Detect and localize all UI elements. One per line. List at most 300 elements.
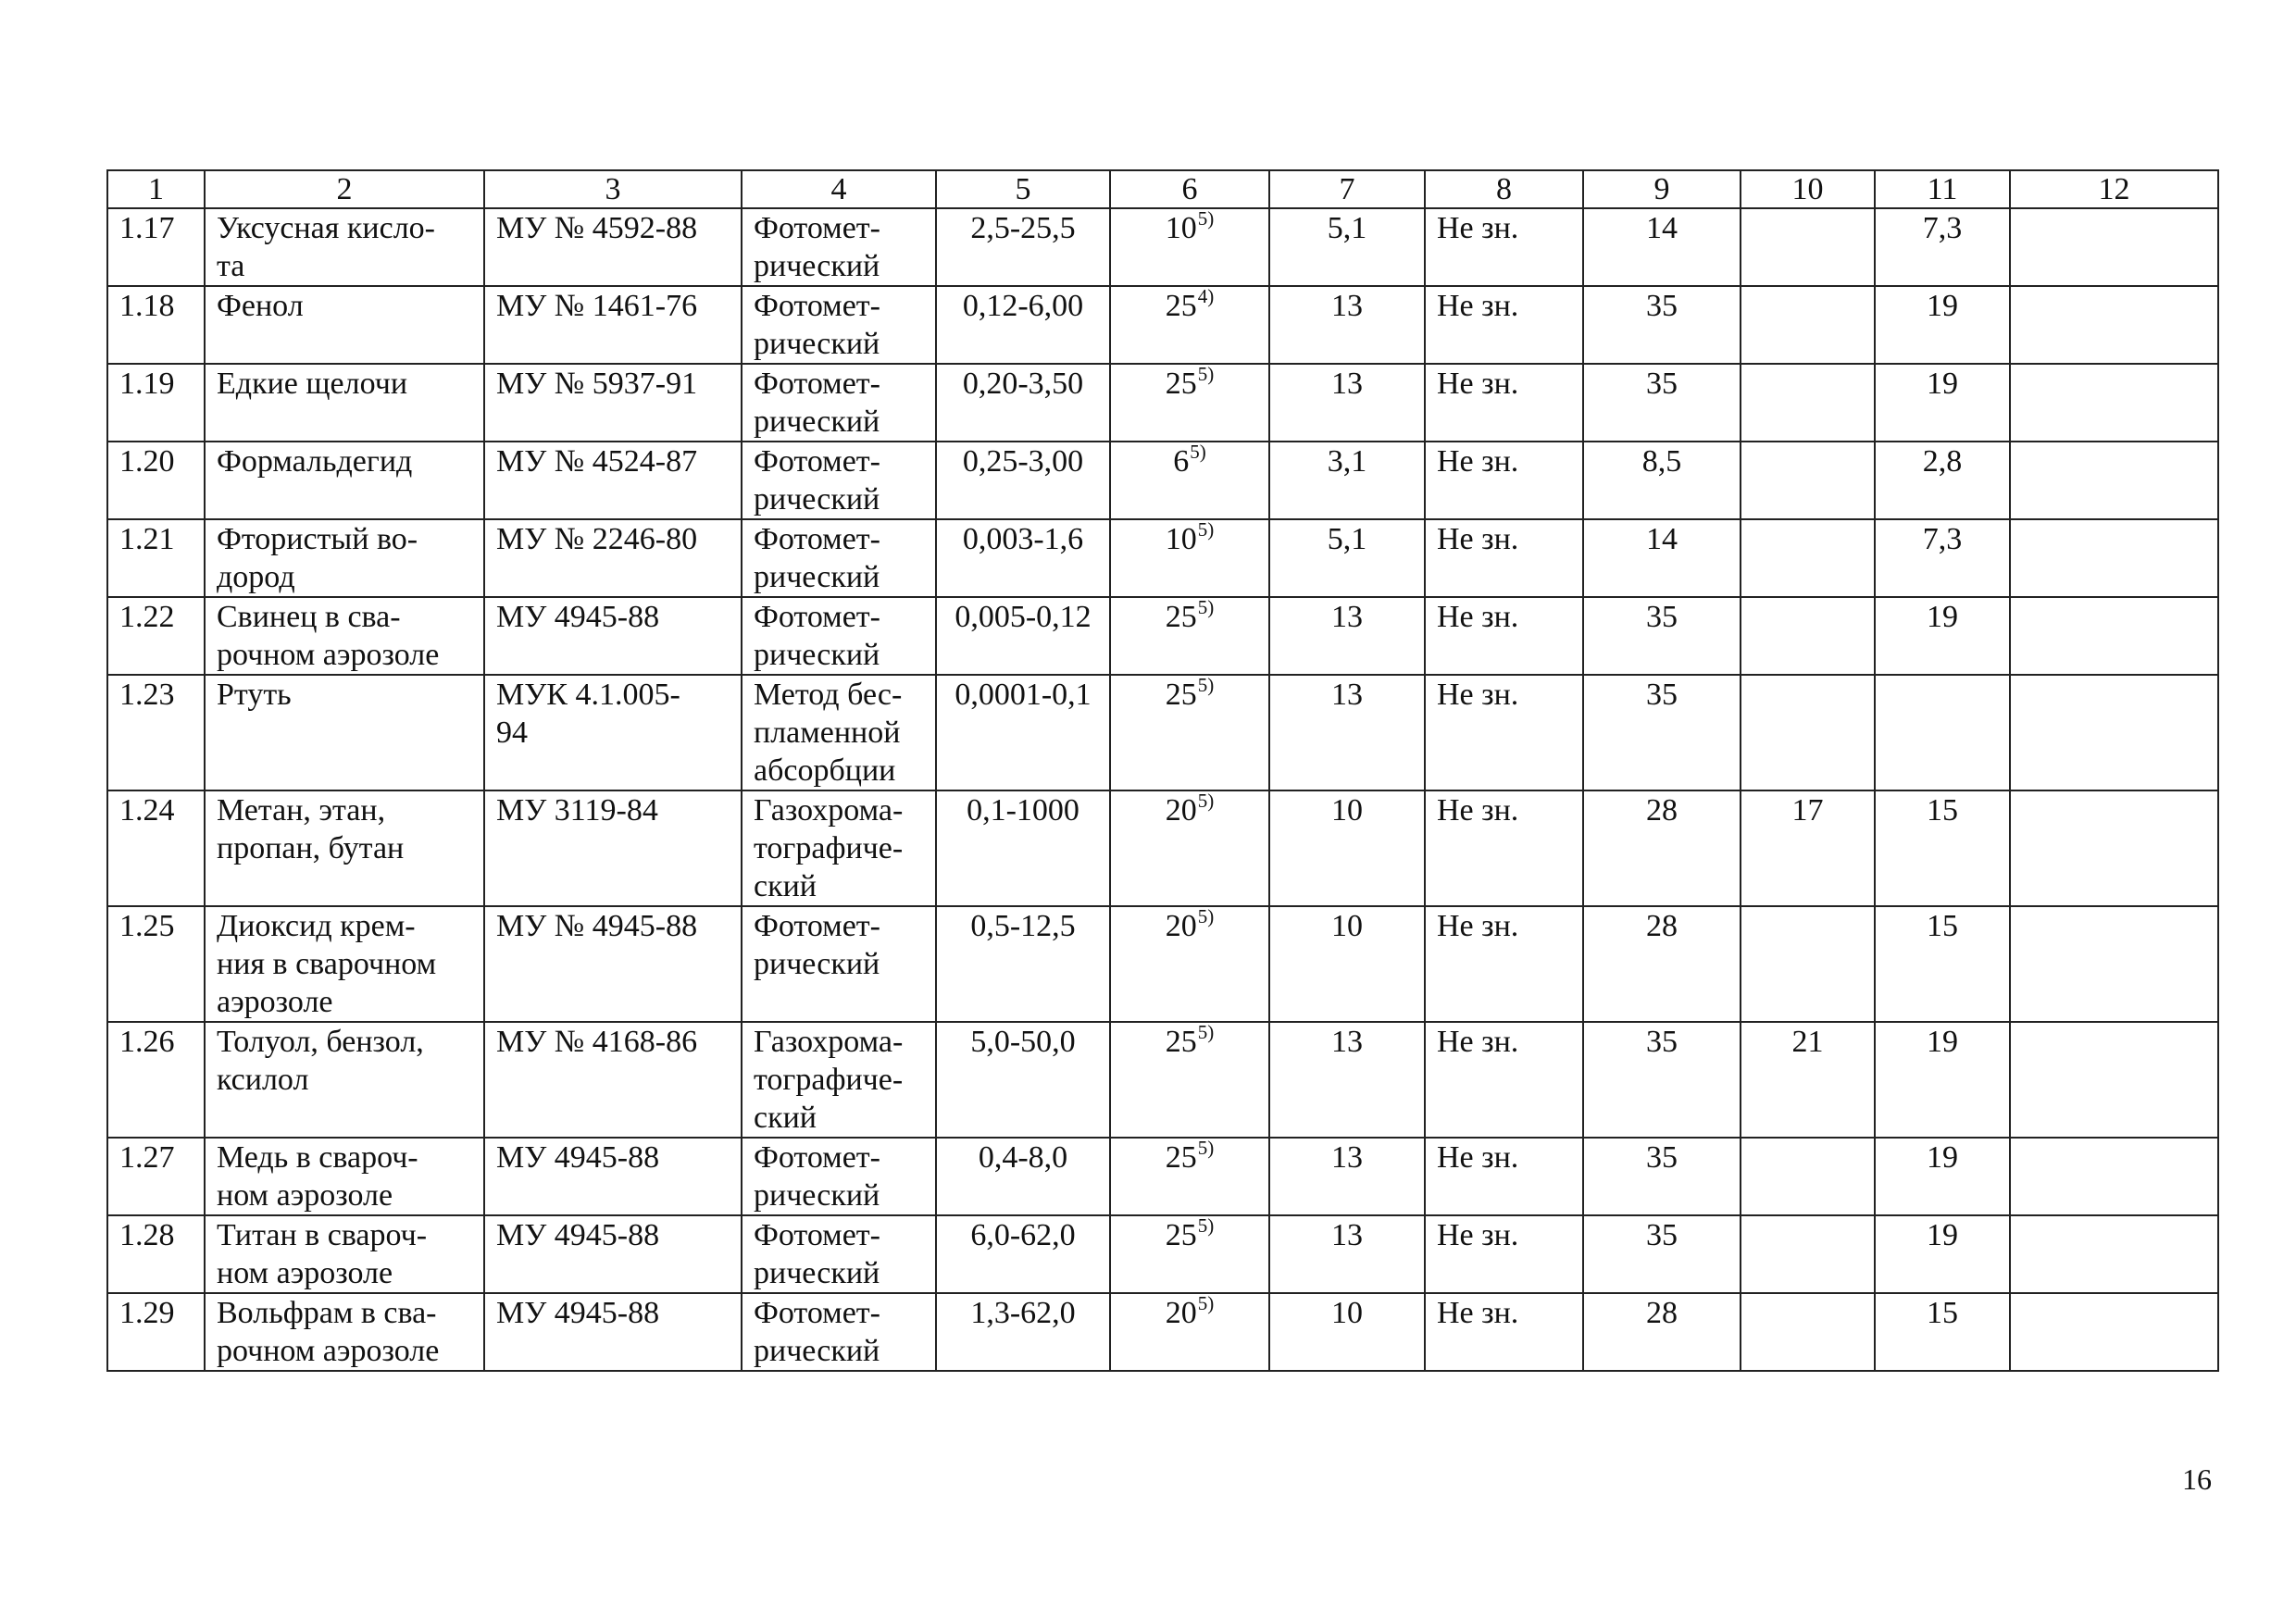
- column-8-cell: [1425, 906, 1583, 1022]
- footnote-reference: 5): [1190, 442, 1206, 463]
- row-number-cell: [107, 675, 205, 790]
- row-number-text: 1.25: [119, 909, 175, 943]
- measurement-range-text: 0,1-1000: [967, 793, 1079, 828]
- column-11-cell: [1875, 1293, 2010, 1371]
- analysis-method-cell: [742, 790, 936, 906]
- column-7-text: 10: [1331, 909, 1363, 943]
- table-row: [107, 790, 2218, 906]
- analysis-method-cell: [742, 442, 936, 519]
- column-number: 4: [742, 170, 936, 208]
- method-document-cell: [484, 286, 742, 364]
- column-6-text: 20: [1165, 909, 1197, 943]
- column-7-cell: [1269, 364, 1425, 442]
- row-number-cell: [107, 1022, 205, 1138]
- table-row: [107, 906, 2218, 1022]
- column-11-cell: [1875, 208, 2010, 286]
- column-7-cell: [1269, 597, 1425, 675]
- column-11-text: 19: [1927, 1218, 1958, 1252]
- column-9-text: 14: [1646, 522, 1678, 556]
- substance-name-text: Метан, этан, пропан, бутан: [217, 793, 405, 865]
- column-11-cell: [1875, 1138, 2010, 1215]
- column-number: 2: [205, 170, 484, 208]
- measurement-range-text: 0,20-3,50: [962, 367, 1084, 401]
- analysis-method-cell: [742, 519, 936, 597]
- column-11-cell: [1875, 1022, 2010, 1138]
- column-9-cell: [1583, 790, 1741, 906]
- column-8-cell: [1425, 790, 1583, 906]
- column-number: 12: [2010, 170, 2218, 208]
- method-document-cell: [484, 208, 742, 286]
- column-number-row: [107, 170, 2218, 208]
- column-10-cell: [1741, 675, 1875, 790]
- method-document-text: МУ № 4524-87: [496, 444, 698, 479]
- column-9-cell: [1583, 442, 1741, 519]
- column-11-cell: [1875, 519, 2010, 597]
- analysis-method-text: Фотомет- рический: [754, 1140, 880, 1213]
- column-number: 5: [936, 170, 1110, 208]
- column-8-text: Не зн.: [1437, 793, 1519, 828]
- column-10-cell: [1741, 597, 1875, 675]
- column-7-text: 10: [1331, 793, 1363, 828]
- substance-name-text: Медь в свароч- ном аэрозоле: [217, 1140, 418, 1213]
- column-number: 6: [1110, 170, 1269, 208]
- column-10-text: 21: [1791, 1025, 1824, 1059]
- column-11-text: 15: [1927, 909, 1958, 943]
- substance-name-text: Формальдегид: [217, 444, 413, 479]
- column-7-cell: [1269, 1138, 1425, 1215]
- column-6-text: 20: [1165, 1296, 1197, 1330]
- method-document-cell: [484, 790, 742, 906]
- substance-name-cell: [205, 519, 484, 597]
- row-number-text: 1.20: [119, 444, 175, 479]
- column-7-text: 13: [1331, 1218, 1363, 1252]
- footnote-reference: 5): [1197, 1022, 1215, 1043]
- row-number-cell: [107, 208, 205, 286]
- table-row: [107, 1022, 2218, 1138]
- measurement-range-text: 0,4-8,0: [978, 1140, 1068, 1175]
- column-8-cell: [1425, 364, 1583, 442]
- column-8-text: Не зн.: [1437, 444, 1519, 479]
- footnote-reference: 5): [1197, 364, 1215, 385]
- substance-name-text: Титан в свароч- ном аэрозоле: [217, 1218, 428, 1290]
- column-6-cell: [1110, 286, 1269, 364]
- measurement-methods-table: [106, 169, 2219, 1372]
- column-10-cell: [1741, 1293, 1875, 1371]
- column-11-text: 7,3: [1922, 522, 1963, 556]
- footnote-reference: 5): [1197, 597, 1215, 618]
- column-8-cell: [1425, 1293, 1583, 1371]
- measurement-range-cell: [936, 1022, 1110, 1138]
- substance-name-text: Толуол, бензол, ксилол: [217, 1025, 424, 1097]
- substance-name-cell: [205, 1138, 484, 1215]
- column-11-cell: [1875, 597, 2010, 675]
- column-10-cell: [1741, 286, 1875, 364]
- column-7-text: 13: [1331, 600, 1363, 634]
- table-row: [107, 286, 2218, 364]
- analysis-method-cell: [742, 906, 936, 1022]
- analysis-method-text: Фотомет- рический: [754, 522, 880, 594]
- footnote-reference: 5): [1197, 1293, 1215, 1314]
- column-10-cell: [1741, 790, 1875, 906]
- row-number-text: 1.21: [119, 522, 175, 556]
- column-10-cell: [1741, 1022, 1875, 1138]
- column-number: 1: [107, 170, 205, 208]
- column-6-text: 20: [1165, 793, 1197, 828]
- footnote-reference: 5): [1197, 906, 1215, 927]
- measurement-range-text: 0,12-6,00: [962, 289, 1084, 323]
- column-12-cell: [2010, 286, 2218, 364]
- method-document-text: МУ 3119-84: [496, 793, 658, 828]
- column-12-cell: [2010, 442, 2218, 519]
- column-11-text: 15: [1927, 793, 1958, 828]
- column-7-cell: [1269, 208, 1425, 286]
- column-9-text: 35: [1646, 600, 1678, 634]
- column-12-cell: [2010, 519, 2218, 597]
- column-7-text: 13: [1331, 289, 1363, 323]
- measurement-range-cell: [936, 675, 1110, 790]
- method-document-cell: [484, 906, 742, 1022]
- row-number-text: 1.17: [119, 211, 175, 245]
- column-7-text: 10: [1331, 1296, 1363, 1330]
- analysis-method-cell: [742, 1022, 936, 1138]
- column-12-cell: [2010, 1215, 2218, 1293]
- column-9-cell: [1583, 364, 1741, 442]
- method-document-text: МУ № 2246-80: [496, 522, 698, 556]
- column-8-text: Не зн.: [1437, 522, 1519, 556]
- analysis-method-text: Фотомет- рический: [754, 909, 880, 981]
- column-6-text: 10: [1165, 522, 1197, 556]
- substance-name-cell: [205, 790, 484, 906]
- column-9-text: 8,5: [1641, 444, 1682, 479]
- table-row: [107, 1293, 2218, 1371]
- column-7-cell: [1269, 906, 1425, 1022]
- table-row: [107, 1215, 2218, 1293]
- column-11-text: 19: [1927, 1140, 1958, 1175]
- column-9-text: 35: [1646, 678, 1678, 712]
- measurement-range-text: 1,3-62,0: [970, 1296, 1076, 1330]
- column-8-cell: [1425, 597, 1583, 675]
- footnote-reference: 4): [1197, 286, 1215, 307]
- measurement-range-cell: [936, 597, 1110, 675]
- column-9-cell: [1583, 208, 1741, 286]
- measurement-range-cell: [936, 286, 1110, 364]
- measurement-range-text: 0,25-3,00: [962, 444, 1084, 479]
- row-number-cell: [107, 286, 205, 364]
- column-10-cell: [1741, 442, 1875, 519]
- substance-name-text: Едкие щелочи: [217, 367, 408, 401]
- substance-name-cell: [205, 597, 484, 675]
- substance-name-text: Ртуть: [217, 678, 292, 712]
- column-6-cell: [1110, 1293, 1269, 1371]
- column-7-text: 13: [1331, 1140, 1363, 1175]
- column-6-cell: [1110, 1138, 1269, 1215]
- column-9-cell: [1583, 1215, 1741, 1293]
- column-9-cell: [1583, 597, 1741, 675]
- row-number-cell: [107, 1215, 205, 1293]
- column-8-cell: [1425, 1022, 1583, 1138]
- row-number-text: 1.19: [119, 367, 175, 401]
- column-11-text: 19: [1927, 289, 1958, 323]
- column-11-text: 19: [1927, 1025, 1958, 1059]
- column-9-text: 35: [1646, 1140, 1678, 1175]
- column-7-cell: [1269, 675, 1425, 790]
- column-6-text: 25: [1165, 678, 1197, 712]
- analysis-method-text: Фотомет- рический: [754, 367, 880, 439]
- analysis-method-text: Газохрома- тографиче- ский: [754, 793, 904, 903]
- column-8-text: Не зн.: [1437, 289, 1519, 323]
- column-8-text: Не зн.: [1437, 909, 1519, 943]
- column-12-cell: [2010, 790, 2218, 906]
- method-document-text: МУ № 4945-88: [496, 909, 698, 943]
- row-number-text: 1.24: [119, 793, 175, 828]
- column-7-text: 5,1: [1327, 211, 1367, 245]
- substance-name-cell: [205, 675, 484, 790]
- column-10-cell: [1741, 1215, 1875, 1293]
- analysis-method-cell: [742, 208, 936, 286]
- measurement-range-cell: [936, 906, 1110, 1022]
- row-number-cell: [107, 364, 205, 442]
- column-9-cell: [1583, 675, 1741, 790]
- row-number-text: 1.29: [119, 1296, 175, 1330]
- column-10-cell: [1741, 1138, 1875, 1215]
- column-number: 11: [1875, 170, 2010, 208]
- column-6-cell: [1110, 1215, 1269, 1293]
- method-document-text: МУ 4945-88: [496, 1296, 660, 1330]
- column-6-cell: [1110, 597, 1269, 675]
- column-number: 7: [1269, 170, 1425, 208]
- column-6-text: 25: [1165, 600, 1197, 634]
- column-8-cell: [1425, 1138, 1583, 1215]
- column-6-text: 25: [1165, 367, 1197, 401]
- column-number: 3: [484, 170, 742, 208]
- column-6-text: 25: [1165, 1140, 1197, 1175]
- column-7-text: 13: [1331, 678, 1363, 712]
- analysis-method-text: Фотомет- рический: [754, 211, 880, 283]
- table-row: [107, 364, 2218, 442]
- column-8-text: Не зн.: [1437, 678, 1519, 712]
- column-10-cell: [1741, 208, 1875, 286]
- method-document-cell: [484, 519, 742, 597]
- analysis-method-text: Фотомет- рический: [754, 289, 880, 361]
- column-7-cell: [1269, 790, 1425, 906]
- analysis-method-cell: [742, 1138, 936, 1215]
- substance-name-cell: [205, 442, 484, 519]
- measurement-range-cell: [936, 519, 1110, 597]
- column-7-text: 3,1: [1327, 444, 1367, 479]
- column-7-text: 5,1: [1327, 522, 1367, 556]
- measurement-range-text: 0,5-12,5: [970, 909, 1076, 943]
- row-number-cell: [107, 1293, 205, 1371]
- column-8-cell: [1425, 519, 1583, 597]
- row-number-text: 1.22: [119, 600, 175, 634]
- column-9-cell: [1583, 1138, 1741, 1215]
- substance-name-cell: [205, 1022, 484, 1138]
- column-12-cell: [2010, 906, 2218, 1022]
- method-document-cell: [484, 597, 742, 675]
- column-10-cell: [1741, 364, 1875, 442]
- column-12-cell: [2010, 1138, 2218, 1215]
- column-11-text: 19: [1927, 600, 1958, 634]
- measurement-range-cell: [936, 1215, 1110, 1293]
- footnote-reference: 5): [1197, 1215, 1215, 1237]
- analysis-method-cell: [742, 597, 936, 675]
- column-11-cell: [1875, 675, 2010, 790]
- table-row: [107, 675, 2218, 790]
- column-9-cell: [1583, 519, 1741, 597]
- column-8-cell: [1425, 675, 1583, 790]
- measurement-range-cell: [936, 208, 1110, 286]
- column-6-cell: [1110, 906, 1269, 1022]
- substance-name-text: Уксусная кисло- та: [217, 211, 436, 283]
- column-12-cell: [2010, 208, 2218, 286]
- row-number-cell: [107, 442, 205, 519]
- column-7-cell: [1269, 286, 1425, 364]
- column-11-cell: [1875, 790, 2010, 906]
- column-8-text: Не зн.: [1437, 600, 1519, 634]
- table-row: [107, 519, 2218, 597]
- analysis-method-text: Газохрома- тографиче- ский: [754, 1025, 904, 1135]
- column-11-text: 2,8: [1922, 444, 1963, 479]
- column-11-text: 15: [1927, 1296, 1958, 1330]
- column-9-text: 28: [1646, 793, 1678, 828]
- method-document-cell: [484, 1138, 742, 1215]
- method-document-cell: [484, 1022, 742, 1138]
- analysis-method-text: Метод бес- пламенной абсорбции: [754, 678, 903, 788]
- column-9-text: 14: [1646, 211, 1678, 245]
- column-11-text: 7,3: [1922, 211, 1963, 245]
- measurement-range-text: 0,0001-0,1: [955, 678, 1092, 712]
- measurement-range-text: 0,005-0,12: [955, 600, 1092, 634]
- measurement-range-cell: [936, 364, 1110, 442]
- method-document-text: МУ 4945-88: [496, 1140, 660, 1175]
- column-9-cell: [1583, 906, 1741, 1022]
- column-number: 8: [1425, 170, 1583, 208]
- substance-name-cell: [205, 364, 484, 442]
- column-7-cell: [1269, 519, 1425, 597]
- column-9-cell: [1583, 286, 1741, 364]
- substance-name-text: Свинец в сва- рочном аэрозоле: [217, 600, 440, 672]
- column-9-text: 28: [1646, 909, 1678, 943]
- column-11-cell: [1875, 442, 2010, 519]
- column-10-text: 17: [1791, 793, 1824, 828]
- column-8-text: Не зн.: [1437, 1218, 1519, 1252]
- column-8-text: Не зн.: [1437, 367, 1519, 401]
- column-6-text: 25: [1165, 1218, 1197, 1252]
- row-number-cell: [107, 790, 205, 906]
- column-12-cell: [2010, 1022, 2218, 1138]
- column-number: 10: [1741, 170, 1875, 208]
- table-row: [107, 597, 2218, 675]
- column-12-cell: [2010, 364, 2218, 442]
- method-document-cell: [484, 442, 742, 519]
- column-8-text: Не зн.: [1437, 1140, 1519, 1175]
- measurement-range-cell: [936, 1293, 1110, 1371]
- column-9-text: 35: [1646, 1025, 1678, 1059]
- analysis-method-text: Фотомет- рический: [754, 1218, 880, 1290]
- footnote-reference: 5): [1197, 675, 1215, 696]
- column-7-cell: [1269, 1215, 1425, 1293]
- column-6-cell: [1110, 364, 1269, 442]
- method-document-text: МУ № 4168-86: [496, 1025, 698, 1059]
- column-6-text: 25: [1165, 289, 1197, 323]
- column-8-cell: [1425, 1215, 1583, 1293]
- column-11-cell: [1875, 286, 2010, 364]
- column-7-text: 13: [1331, 367, 1363, 401]
- column-9-cell: [1583, 1022, 1741, 1138]
- method-document-cell: [484, 1215, 742, 1293]
- table-row: [107, 442, 2218, 519]
- footnote-reference: 5): [1197, 1138, 1215, 1159]
- method-document-cell: [484, 675, 742, 790]
- column-8-text: Не зн.: [1437, 1296, 1519, 1330]
- column-12-cell: [2010, 597, 2218, 675]
- column-6-text: 10: [1165, 211, 1197, 245]
- row-number-cell: [107, 1138, 205, 1215]
- measurement-range-cell: [936, 790, 1110, 906]
- analysis-method-cell: [742, 364, 936, 442]
- measurement-range-cell: [936, 1138, 1110, 1215]
- column-8-cell: [1425, 442, 1583, 519]
- column-12-cell: [2010, 1293, 2218, 1371]
- row-number-text: 1.26: [119, 1025, 175, 1059]
- analysis-method-text: Фотомет- рический: [754, 600, 880, 672]
- column-6-cell: [1110, 1022, 1269, 1138]
- column-6-cell: [1110, 442, 1269, 519]
- analysis-method-text: Фотомет- рический: [754, 1296, 880, 1368]
- column-12-cell: [2010, 675, 2218, 790]
- substance-name-text: Диоксид крем- ния в сварочном аэрозоле: [217, 909, 437, 1019]
- column-6-cell: [1110, 675, 1269, 790]
- column-6-cell: [1110, 519, 1269, 597]
- measurement-range-cell: [936, 442, 1110, 519]
- substance-name-cell: [205, 1293, 484, 1371]
- method-document-text: МУ № 1461-76: [496, 289, 698, 323]
- column-9-text: 35: [1646, 1218, 1678, 1252]
- method-document-cell: [484, 1293, 742, 1371]
- measurement-range-text: 0,003-1,6: [962, 522, 1084, 556]
- row-number-text: 1.18: [119, 289, 175, 323]
- column-11-cell: [1875, 1215, 2010, 1293]
- column-8-text: Не зн.: [1437, 1025, 1519, 1059]
- substance-name-cell: [205, 1215, 484, 1293]
- measurement-range-text: 5,0-50,0: [970, 1025, 1076, 1059]
- column-7-cell: [1269, 442, 1425, 519]
- column-8-cell: [1425, 286, 1583, 364]
- column-6-cell: [1110, 208, 1269, 286]
- column-number: 9: [1583, 170, 1741, 208]
- row-number-text: 1.23: [119, 678, 175, 712]
- page-number: 16: [2182, 1462, 2212, 1496]
- column-11-cell: [1875, 906, 2010, 1022]
- row-number-cell: [107, 519, 205, 597]
- row-number-cell: [107, 597, 205, 675]
- analysis-method-cell: [742, 675, 936, 790]
- method-document-cell: [484, 364, 742, 442]
- substance-name-text: Фтористый во- дород: [217, 522, 418, 594]
- substance-name-cell: [205, 286, 484, 364]
- column-7-cell: [1269, 1022, 1425, 1138]
- column-9-text: 35: [1646, 367, 1678, 401]
- table-body: [107, 170, 2218, 1371]
- substance-name-cell: [205, 208, 484, 286]
- substance-name-text: Вольфрам в сва- рочном аэрозоле: [217, 1296, 440, 1368]
- column-6-cell: [1110, 790, 1269, 906]
- footnote-reference: 5): [1197, 519, 1215, 541]
- column-9-text: 28: [1646, 1296, 1678, 1330]
- column-11-text: 19: [1927, 367, 1958, 401]
- measurement-range-text: 2,5-25,5: [970, 211, 1076, 245]
- column-6-text: 6: [1173, 444, 1190, 479]
